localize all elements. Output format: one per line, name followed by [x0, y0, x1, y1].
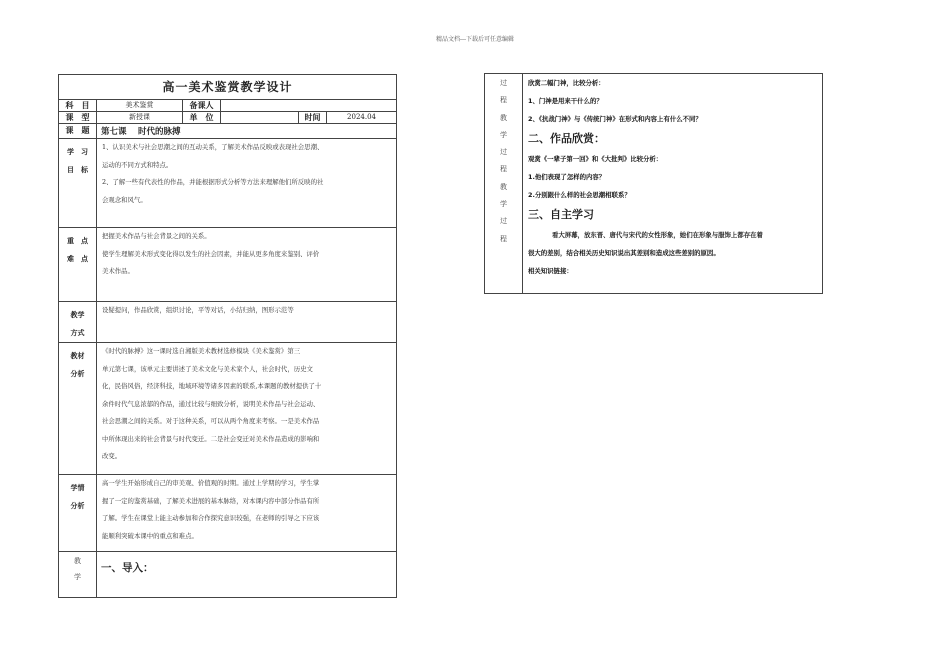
preparer-value — [221, 100, 397, 112]
goals-label: 学 习 目 标 — [59, 139, 97, 228]
topic-value: 第七课 时代的脉搏 — [97, 124, 397, 139]
section-3-heading: 三、自主学习 — [528, 208, 594, 221]
section-2-heading: 二、作品欣赏： — [528, 132, 605, 145]
view-question-1: 1.他们表现了怎样的内容？ — [528, 173, 606, 181]
topic-label: 课 题 — [59, 124, 97, 139]
lesson-type-value: 新授课 — [97, 112, 183, 124]
analysis-content: 《时代的脉搏》这一课时选自湘版美术教材选修模块《美术鉴赏》第三 单元第七课，该单元主要讲述了美术文化与美术家个人，社会时代，历史文 化，民俗风俗，经济科技，地域环境等诸多因素的联系,本课题的教材提供了十 余件时代气息浓郁的作品，通过比较与细致分析，说明美术作品与社会运动、 社会思潮之间的关系。对于这种关系，可以从两个角度来考察。一是美术作品 中所体现出来的社会背景与时代变迁。二是社会变迁对美术作品造成的影响和 改变。 — [97, 343, 397, 475]
self-study-line-2: 很大的差别，结合相关历史知识说出其差别和造成这些差别的原因。 — [528, 249, 720, 257]
process-content — [523, 74, 823, 294]
lesson-type-label: 课 型 — [59, 112, 97, 124]
compare-intro: 欣赏二幅门神，比较分析： — [528, 79, 605, 87]
goals-content: 1、认识美术与社会思潮之间的互动关系，了解美术作品反映或表现社会思潮、 运动的不同方式和特点。 2、了解一些有代表性的作品，并能根据形式分析等方法来理解他们所反映的社 会观念和风气。 — [97, 139, 397, 228]
keypoints-content: 把握美术作品与社会背景之间的关系。 使学生理解美术形式变化得以发生的社会因素，并能从更多角度来鉴别、评价 美术作品。 — [97, 228, 397, 302]
question-2: 2、《抗战门神》与《传统门神》在形式和内容上有什么不同？ — [528, 115, 702, 123]
process-table — [484, 73, 823, 294]
keypoints-label: 重 点 难 点 — [59, 228, 97, 302]
time-value: 2024.04 — [327, 112, 397, 124]
process-label: 教 学 — [59, 552, 97, 598]
view-question-2: 2.分别跟什么样的社会思潮相联系？ — [528, 191, 631, 199]
unit-value — [221, 112, 299, 124]
time-label: 时间 — [299, 112, 327, 124]
process-vertical-label: 过 程 教 学 过 程 教 学 过 程 — [485, 74, 523, 294]
subject-value: 美术鉴赏 — [97, 100, 183, 112]
page-title: 高一美术鉴赏教学设计 — [59, 75, 397, 100]
knowledge-link: 相关知识链接： — [528, 267, 573, 275]
unit-label: 单 位 — [183, 112, 221, 124]
view-intro: 观赏《一辈子第一回》和《大批判》比较分析： — [528, 155, 663, 163]
self-study-line-1: 看大屏幕，放东晋、唐代与宋代的女性形象，她们在形象与服饰上都存在着 — [552, 231, 763, 239]
header-note: 精品文档---下载后可任意编辑 — [435, 36, 515, 43]
preparer-label: 备课人 — [183, 100, 221, 112]
methods-content: 设疑提问，作品欣赏，组织讨论，平等对话，小结归纳，图形示范等 — [97, 302, 397, 343]
methods-label: 教学 方式 — [59, 302, 97, 343]
analysis-label: 教材 分析 — [59, 343, 97, 475]
students-content: 高一学生开始形成自己的审美观、价值观的时期。通过上学期的学习，学生掌 握了一定的鉴赏基础，了解美术进展的基本脉络，对本课内容中部分作品有所 了解。学生在课堂上能主动参加和合作探究意识较强，在老师的引导之下应该 能顺利突破本课中的重点和难点。 — [97, 475, 397, 552]
intro-heading: 一、导入： — [97, 552, 397, 598]
question-1: 1、门神是用来干什么的？ — [528, 97, 603, 105]
students-label: 学情 分析 — [59, 475, 97, 552]
subject-label: 科 目 — [59, 100, 97, 112]
lesson-plan-table — [58, 74, 397, 598]
